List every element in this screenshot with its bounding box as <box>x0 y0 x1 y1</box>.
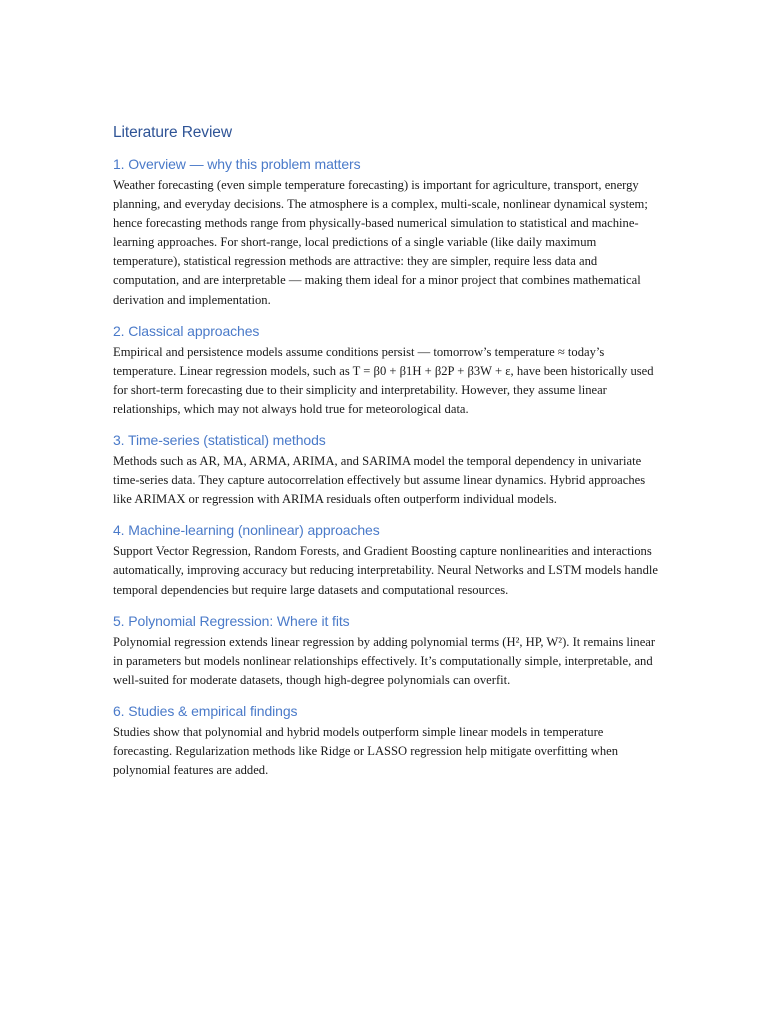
section-time-series-methods <box>113 432 658 509</box>
section-heading: 5. Polynomial Regression: Where it fits <box>113 612 350 629</box>
section-polynomial-regression <box>113 613 658 690</box>
document-title: Literature Review <box>113 124 232 141</box>
section-heading: 1. Overview — why this problem matters <box>113 156 361 172</box>
section-paragraph: Empirical and persistence models assume conditions persist — tomorrow’s temperature ≈ today’s temperature. Linear regression models, such as T = β0 + β1H + β2P + β3W + ε, have been historically used for short-term forecasting due to their simplicity and interpretability. However, they assume linear relationships, which may not always hold true for meteorological data. <box>113 344 654 416</box>
document-content <box>113 124 658 793</box>
section-paragraph: Support Vector Regression, Random Forests, and Gradient Boosting capture nonlinearities and interactions automatically, improving accuracy but reducing interpretability. Neural Networks and LSTM models handle temporal dependencies but require large datasets and computational resources. <box>113 544 658 597</box>
section-heading: 4. Machine-learning (nonlinear) approaches <box>113 522 380 539</box>
section-paragraph: Methods such as AR, MA, ARMA, ARIMA, and SARIMA model the temporal dependency in univariate time-series data. They capture autocorrelation effectively but assume linear dynamics. Hybrid approaches like ARIMAX or regression with ARIMA residuals often outperform individual models. <box>113 454 646 507</box>
section-machine-learning-approaches <box>113 522 658 599</box>
section-paragraph: Weather forecasting (even simple temperature forecasting) is important for agriculture, transport, energy planning, and everyday decisions. The atmosphere is a complex, multi-scale, nonlinear dynamical system; hence forecasting methods range from physically-based numerical simulation to statistical and machine-learning approaches. For short-range, local predictions of a single variable (like daily maximum temperature), statistical regression methods are attractive: they are simpler, require less data and computation, and are interpretable — making them ideal for a minor project that combines mathematical derivation and implementation. <box>113 178 648 307</box>
section-studies-findings <box>113 703 658 780</box>
section-paragraph: Studies show that polynomial and hybrid models outperform simple linear models in temperature forecasting. Regularization methods like Ridge or LASSO regression help mitigate overfitting when polynomial features are added. <box>113 724 619 778</box>
section-classical-approaches <box>113 323 658 419</box>
section-heading: 6. Studies & empirical findings <box>113 702 298 719</box>
section-overview <box>113 156 658 310</box>
section-heading: 3. Time-series (statistical) methods <box>113 432 326 449</box>
section-paragraph: Polynomial regression extends linear regression by adding polynomial terms (H², HP, W²). It remains linear in parameters but models nonlinear relationships effectively. It’s computationally simple, interpretable, and well-suited for moderate datasets, though high-degree polynomials can overfit. <box>113 634 656 687</box>
section-heading: 2. Classical approaches <box>113 322 260 339</box>
